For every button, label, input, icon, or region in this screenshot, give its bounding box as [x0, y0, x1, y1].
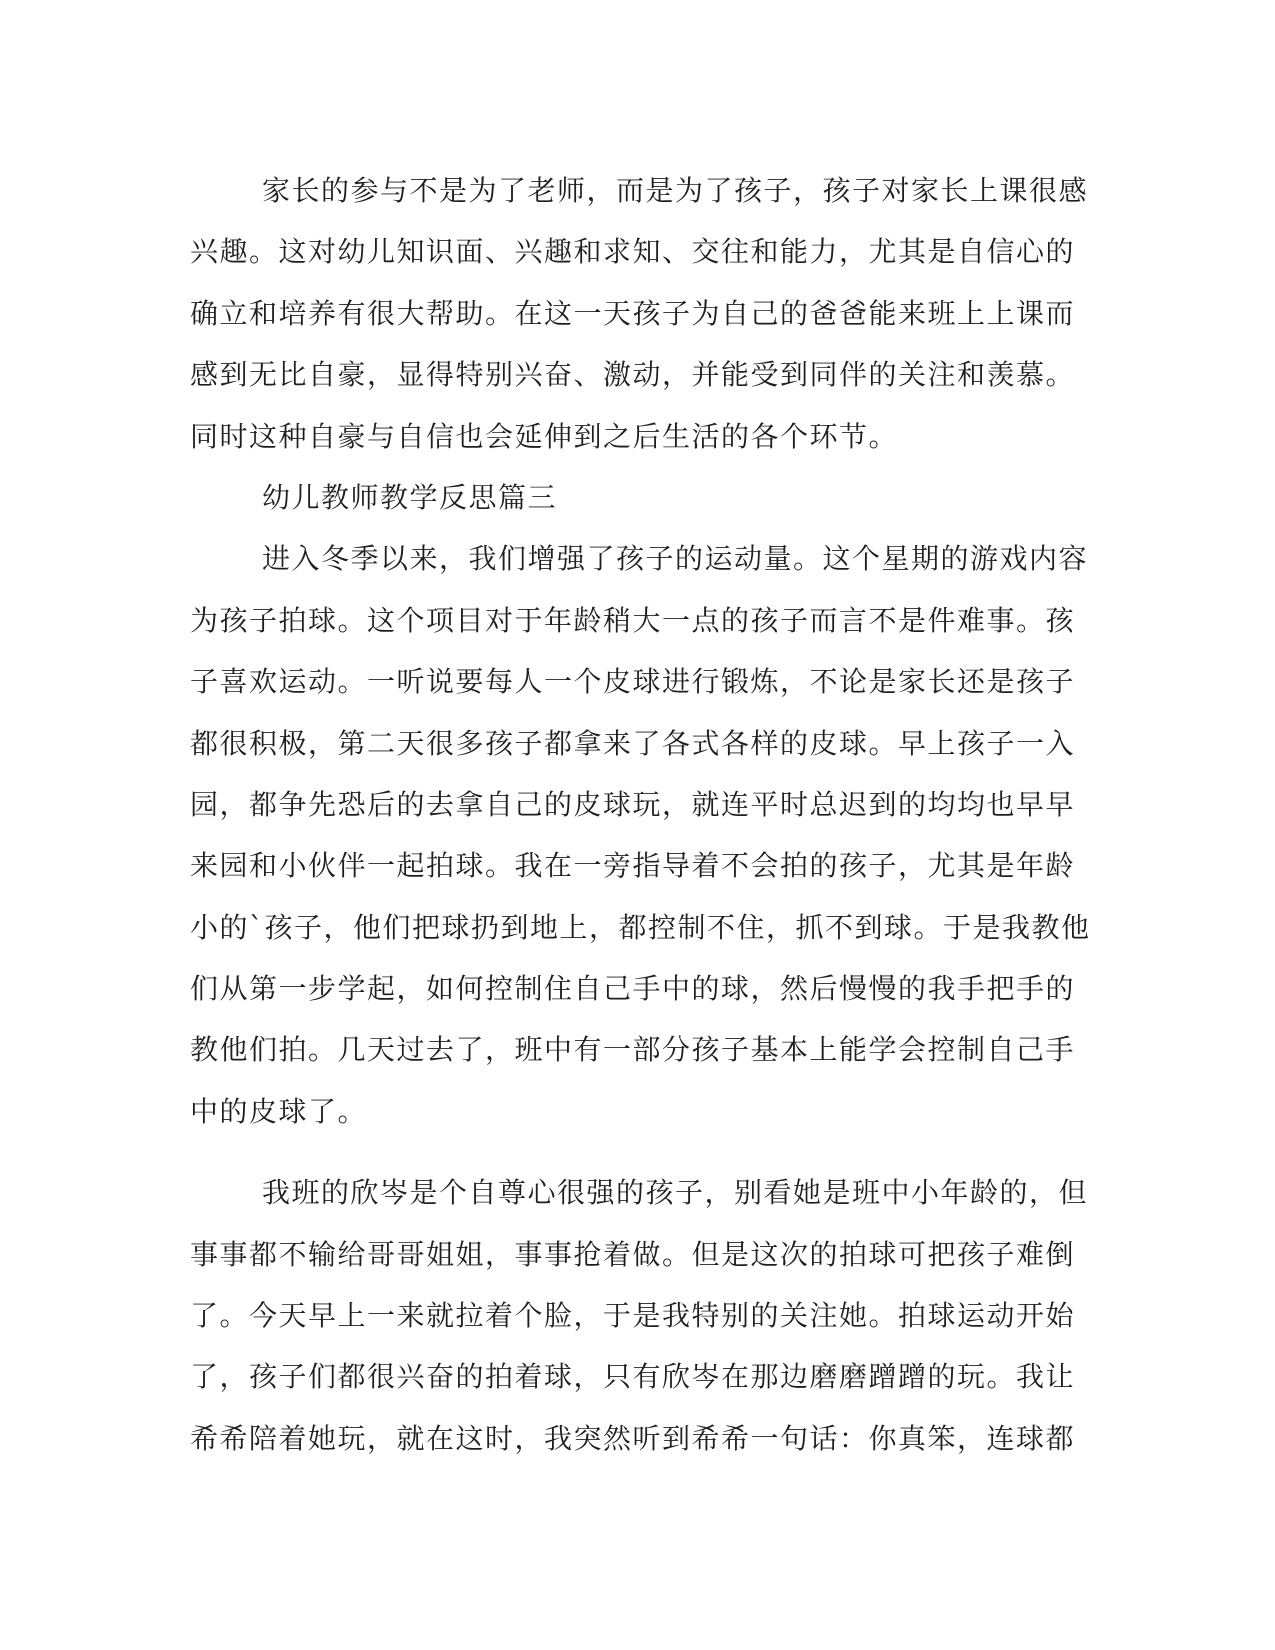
section-heading: 幼儿教师教学反思篇三 [262, 480, 558, 514]
text-line: 来园和小伙伴一起拍球。我在一旁指导着不会拍的孩子，尤其是年龄 [190, 849, 1076, 883]
paragraph-1 [190, 160, 1089, 467]
paragraph-gap [190, 1142, 1080, 1162]
text-line: 中的皮球了。 [190, 1094, 368, 1128]
text-line: 希希陪着她玩，就在这时，我突然听到希希一句话：你真笨，连球都 [190, 1421, 1076, 1455]
text-line: 我班的欣岑是个自尊心很强的孩子，别看她是班中小年龄的，但 [262, 1176, 1089, 1210]
paragraph-3 [190, 1162, 1089, 1469]
document-page [190, 160, 1091, 1469]
text-line: 兴趣。这对幼儿知识面、兴趣和求知、交往和能力，尤其是自信心的 [190, 235, 1076, 269]
text-line: 为孩子拍球。这个项目对于年龄稍大一点的孩子而言不是件难事。孩 [190, 603, 1076, 637]
text-line: 了。今天早上一来就拉着个脸，于是我特别的关注她。拍球运动开始 [190, 1299, 1076, 1333]
text-line: 小的`孩子，他们把球扔到地上，都控制不住，抓不到球。于是我教他 [190, 910, 1091, 944]
paragraph-2 [190, 528, 1091, 1142]
text-line: 同时这种自豪与自信也会延伸到之后生活的各个环节。 [190, 419, 899, 453]
text-line: 们从第一步学起，如何控制住自己手中的球，然后慢慢的我手把手的 [190, 972, 1076, 1006]
text-line: 都很积极，第二天很多孩子都拿来了各式各样的皮球。早上孩子一入 [190, 726, 1076, 760]
text-line: 子喜欢运动。一听说要每人一个皮球进行锻炼，不论是家长还是孩子 [190, 665, 1076, 699]
text-line: 教他们拍。几天过去了，班中有一部分孩子基本上能学会控制自己手 [190, 1033, 1076, 1067]
text-line: 了，孩子们都很兴奋的拍着球，只有欣岑在那边磨磨蹭蹭的玩。我让 [190, 1360, 1076, 1394]
text-line: 感到无比自豪，显得特别兴奋、激动，并能受到同伴的关注和羡慕。 [190, 358, 1076, 392]
text-line: 进入冬季以来，我们增强了孩子的运动量。这个星期的游戏内容 [262, 542, 1089, 576]
text-line: 事事都不输给哥哥姐姐，事事抢着做。但是这次的拍球可把孩子难倒 [190, 1237, 1076, 1271]
text-line: 确立和培养有很大帮助。在这一天孩子为自己的爸爸能来班上上课而 [190, 296, 1076, 330]
text-line: 园，都争先恐后的去拿自己的皮球玩，就连平时总迟到的均均也早早 [190, 787, 1076, 821]
text-line: 家长的参与不是为了老师，而是为了孩子，孩子对家长上课很感 [262, 174, 1089, 207]
